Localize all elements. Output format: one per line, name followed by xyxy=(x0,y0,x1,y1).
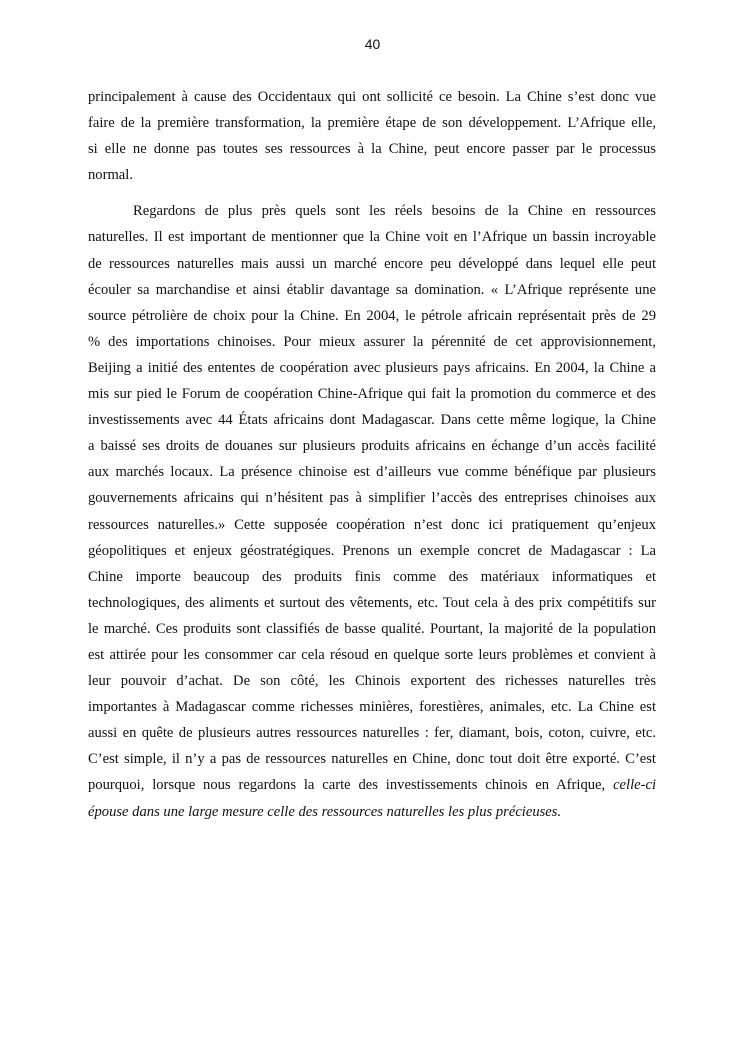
text-line: aussi en quête de plusieurs autres ressources naturelles : fer, diamant, bois, coton, cuivre, etc. xyxy=(88,725,656,742)
paragraph-2 xyxy=(88,198,656,824)
paragraph-1 xyxy=(88,84,656,188)
text-line: Regardons de plus près quels sont les réels besoins de la Chine en ressources xyxy=(133,203,656,220)
text-line: leur pouvoir d’achat. De son côté, les Chinois exportent des richesses naturelles très xyxy=(88,673,656,690)
paragraph-spacer xyxy=(88,188,656,198)
text-line: a baissé ses droits de douanes sur plusieurs produits africains en échange d’un accès facilité xyxy=(88,438,656,455)
text-line: le marché. Ces produits sont classifiés de basse qualité. Pourtant, la majorité de la population xyxy=(88,620,656,637)
text-line: principalement à cause des Occidentaux qui ont sollicité ce besoin. La Chine s’est donc vue xyxy=(88,89,656,105)
text-line: Chine importe beaucoup des produits finis comme des matériaux informatiques et xyxy=(88,568,656,585)
text-line: géopolitiques et enjeux géostratégiques. Prenons un exemple concret de Madagascar : La xyxy=(88,542,656,559)
text-line: écouler sa marchandise et ainsi établir davantage sa domination. « L’Afrique représente une xyxy=(88,281,656,298)
text-line: est attirée pour les consommer car cela résoud en quelque sorte leurs problèmes et convient à xyxy=(88,646,656,663)
text-line: technologiques, des aliments et surtout des vêtements, etc. Tout cela à des prix compétitifs sur xyxy=(88,594,656,611)
text-line: ressources naturelles.» Cette supposée coopération n’est donc ici pratiquement qu’enjeux xyxy=(88,516,656,533)
text-line: si elle ne donne pas toutes ses ressources à la Chine, peut encore passer par le processus xyxy=(88,141,656,158)
text-line: mis sur pied le Forum de coopération Chine-Afrique qui fait la promotion du commerce et des xyxy=(88,386,656,403)
text-line: gouvernements africains qui n’hésitent pas à simplifier l’accès des entreprises chinoises aux xyxy=(88,490,656,507)
text-line: normal. xyxy=(88,167,133,184)
text-line: importantes à Madagascar comme richesses minières, forestières, animales, etc. La Chine est xyxy=(88,699,656,716)
text-body xyxy=(88,84,656,825)
text-line xyxy=(88,772,656,798)
italic-text-segment: celle-ci xyxy=(613,777,656,794)
page-number: 40 xyxy=(364,36,381,52)
text-segment: pourquoi, lorsque nous regardons la carte des investissements chinois en Afrique, xyxy=(88,777,606,794)
text-line: Beijing a initié des ententes de coopération avec plusieurs pays africains. En 2004, la Chine a xyxy=(88,359,656,376)
text-line: source pétrolière de choix pour la Chine. En 2004, le pétrole africain représentait près de 29 xyxy=(88,307,656,324)
text-line: % des importations chinoises. Pour mieux assurer la pérennité de cet approvisionnement, xyxy=(88,333,656,350)
text-line: investissements avec 44 États africains dont Madagascar. Dans cette même logique, la Chine xyxy=(88,412,656,429)
text-line: C’est simple, il n’y a pas de ressources naturelles en Chine, donc tout doit être exporté. C’est xyxy=(88,751,656,768)
italic-text-line: épouse dans une large mesure celle des ressources naturelles les plus précieuses. xyxy=(88,803,562,820)
text-line: de ressources naturelles mais aussi un marché encore peu développé dans lequel elle peut xyxy=(88,255,656,272)
text-line: faire de la première transformation, la première étape de son développement. L’Afrique elle, xyxy=(88,115,656,132)
text-line: naturelles. Il est important de mentionner que la Chine voit en l’Afrique un bassin incroyable xyxy=(88,229,656,246)
text-line: aux marchés locaux. La présence chinoise est d’ailleurs vue comme bénéfique par plusieurs xyxy=(88,464,656,481)
